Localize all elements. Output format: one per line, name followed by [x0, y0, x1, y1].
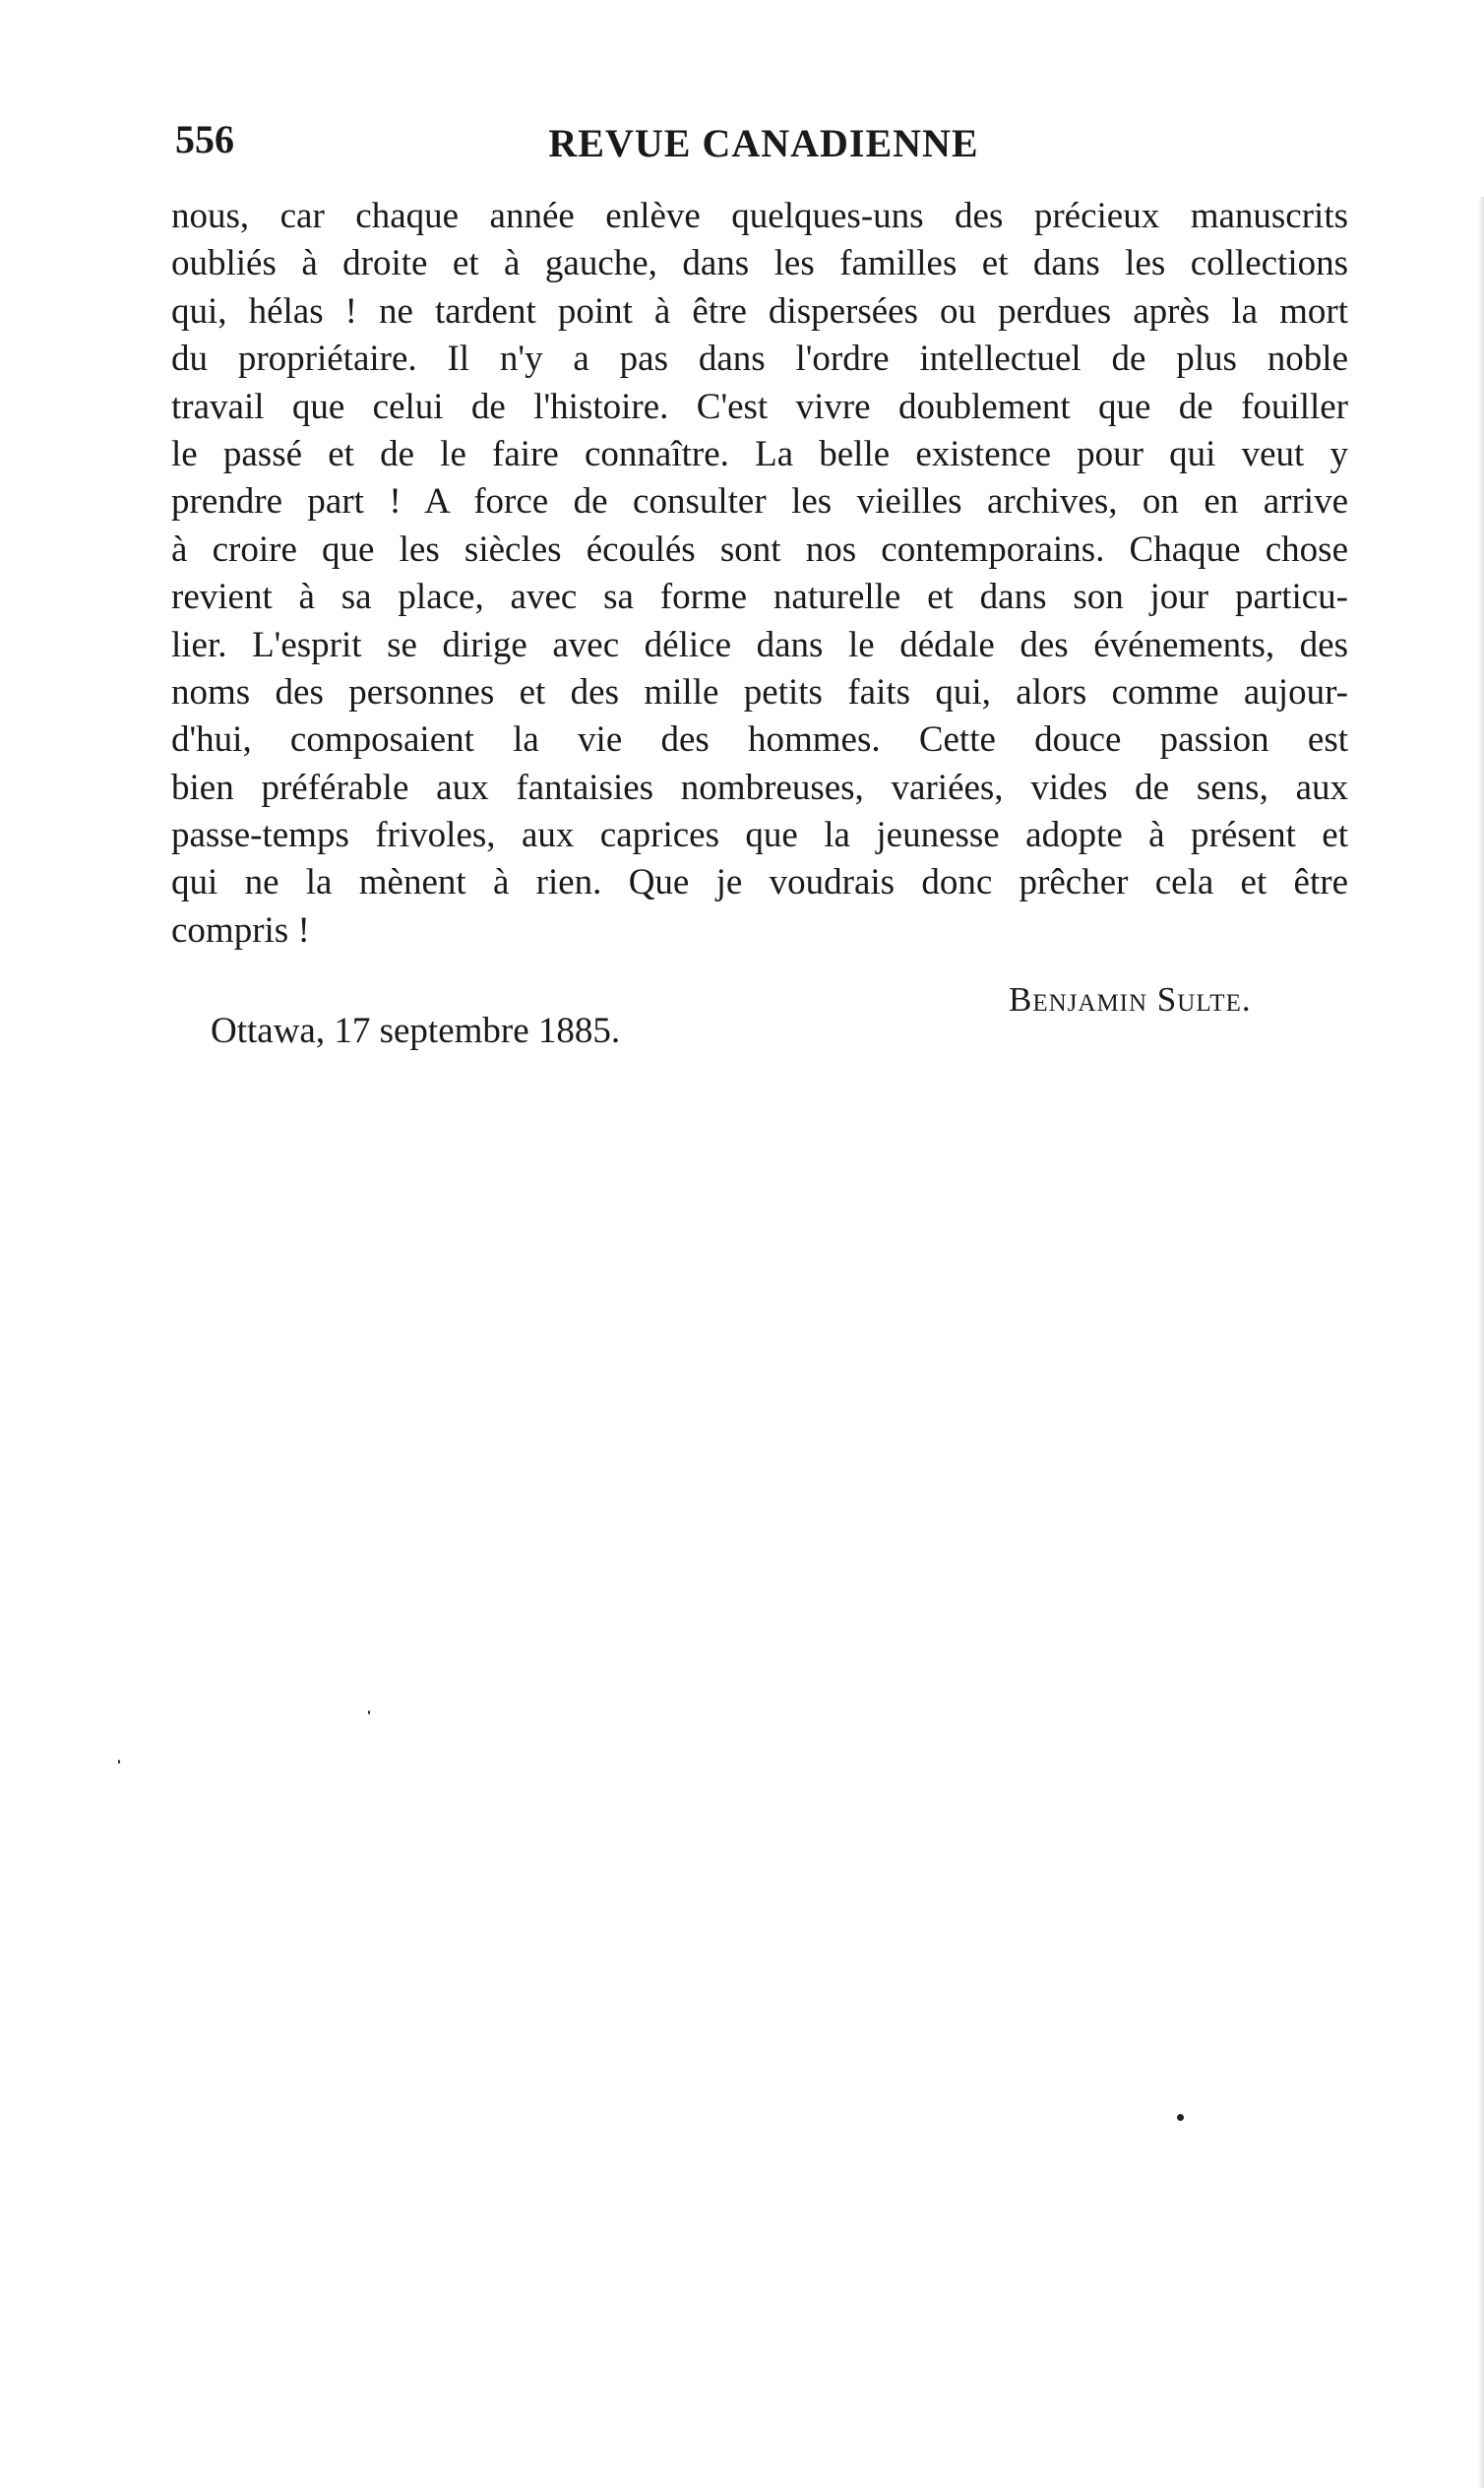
- text-line: qui ne la mènent à rien. Que je voudrais donc prêcher cela et être: [171, 862, 1348, 903]
- text-line: prendre part ! A force de consulter les vieilles archives, on en arrive: [171, 481, 1348, 523]
- text-line: revient à sa place, avec sa forme naturelle et dans son jour particu-: [171, 577, 1348, 618]
- text-line: à croire que les siècles écoulés sont nos contemporains. Chaque chose: [171, 529, 1348, 570]
- text-line: bien préférable aux fantaisies nombreuses, variées, vides de sens, aux: [171, 767, 1348, 808]
- text-line: lier. L'esprit se dirige avec délice dans le dédale des événements, des: [171, 624, 1348, 665]
- text-line: travail que celui de l'histoire. C'est vivre doublement que de fouiller: [171, 386, 1348, 427]
- author-signature: Benjamin Sulte.: [1009, 980, 1252, 1019]
- text-line: du propriétaire. Il n'y a pas dans l'ordre intellectuel de plus noble: [171, 339, 1348, 380]
- page-edge-shadow: [1478, 197, 1484, 2488]
- text-line: qui, hélas ! ne tardent point à être dispersées ou perdues après la mort: [171, 290, 1348, 332]
- text-line: le passé et de le faire connaître. La belle existence pour qui veut y: [171, 433, 1348, 474]
- page-number: 556: [175, 117, 234, 161]
- text-line: passe-temps frivoles, aux caprices que la jeunesse adopte à présent et: [171, 815, 1348, 856]
- text-line: d'hui, composaient la vie des hommes. Cette douce passion est: [171, 719, 1348, 761]
- page-header: [175, 116, 1352, 175]
- text-line: compris !: [171, 909, 310, 951]
- ink-speck: [1177, 2114, 1184, 2121]
- ink-speck: [368, 1710, 370, 1714]
- running-head: REVUE CANADIENNE: [548, 121, 979, 165]
- text-line: nous, car chaque année enlève quelques-uns des précieux manuscrits: [171, 196, 1348, 236]
- ink-speck: [118, 1760, 120, 1764]
- body-paragraph: [171, 193, 1348, 955]
- dateline: Ottawa, 17 septembre 1885.: [211, 1011, 621, 1051]
- text-line: oubliés à droite et à gauche, dans les familles et dans les collections: [171, 243, 1348, 284]
- text-line: noms des personnes et des mille petits faits qui, alors comme aujour-: [171, 671, 1348, 713]
